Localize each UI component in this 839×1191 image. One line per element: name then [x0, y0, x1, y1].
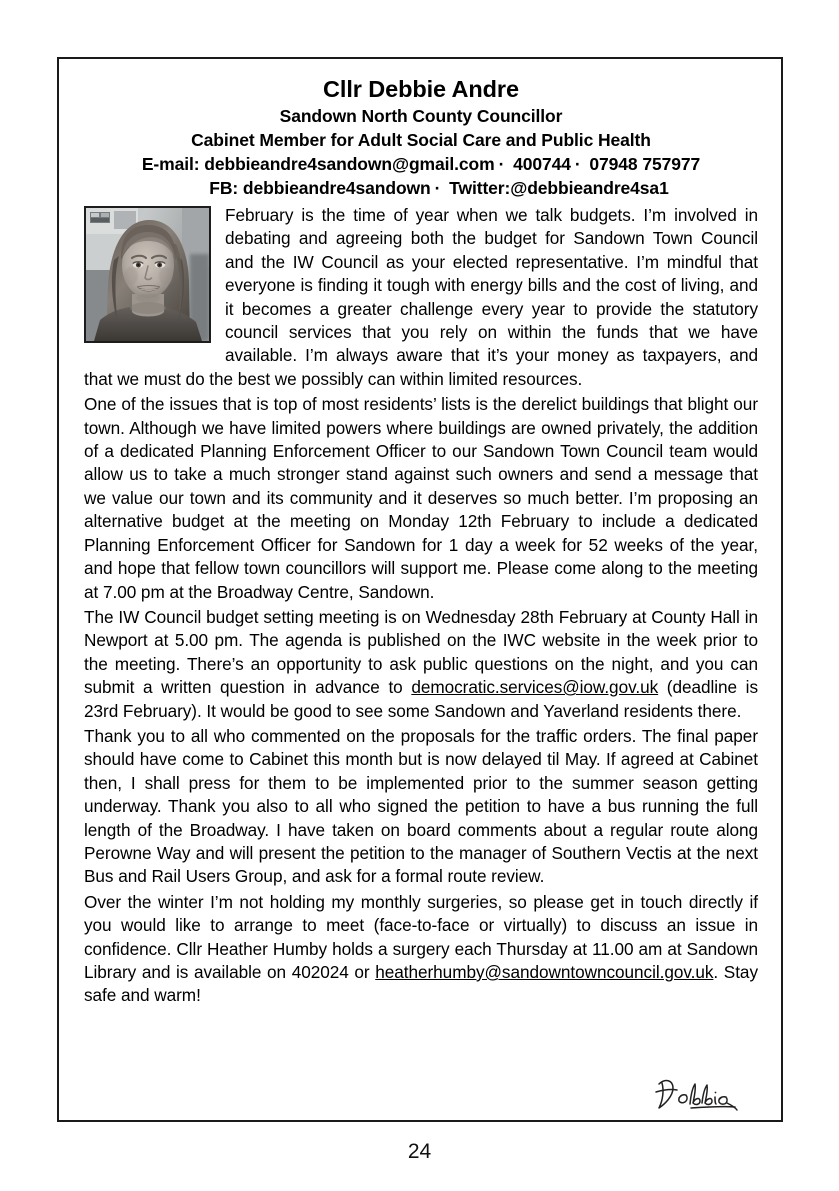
email-address[interactable]: debbieandre4sandown@gmail.com	[204, 154, 495, 174]
paragraph-3-text-before-link: The IW Council budget setting meeting is on Wednesday 28th February at County Hall in Newport at 5.00 pm. The agenda is published on the IWC website in the week prior to the meeting. There’s an opportunity to ask public questions on the night, and you can submit a written question in advance to	[84, 606, 758, 698]
councillor-name: Cllr Debbie Andre	[323, 76, 519, 102]
email-label: E-mail:	[141, 154, 200, 174]
councillor-header	[84, 75, 758, 200]
facebook-label: FB:	[209, 178, 239, 198]
portrait-photo-image	[86, 208, 209, 341]
councillor-cabinet-role: Cabinet Member for Adult Social Care and Public Health	[191, 130, 651, 150]
paragraph-2: One of the issues that is top of most residents’ lists is the derelict buildings that blight our town. Although we have limited powers where buildings are owned privately, the addition of a dedicated Planning Enforcement Officer to our Sandown Town Council team would allow us to take a much stronger stand against such owners and send a message that we value our town and its community and it deserves so much better. I’m proposing an alternative budget at the meeting on Monday 12th February to include a dedicated Planning Enforcement Officer for Sandown for 1 day a week for 52 weeks of the year, and hope that fellow town councillors will support me. Please come along to the meeting at 7.00 pm at the Broadway Centre, Sandown.	[84, 394, 758, 602]
heather-humby-email-link[interactable]: heatherhumby@sandowntowncouncil.gov.uk	[375, 962, 714, 982]
separator-dot: ·	[434, 178, 441, 198]
twitter-handle[interactable]: @debbieandre4sa1	[510, 178, 669, 198]
paragraph-3	[84, 606, 758, 723]
handwritten-signature	[651, 1074, 759, 1118]
facebook-handle[interactable]: debbieandre4sandown	[242, 178, 431, 198]
article-border-box	[57, 57, 783, 1122]
paragraph-5-text-before-link: Over the winter I’m not holding my monthly surgeries, so please get in touch directly if you would like to arrange to meet (face-to-face or virtually) to discuss an issue in confidence. Cllr Heather Humby holds a surgery each Thursday at 11.00 am at Sandown Library and is available on 402024 or	[84, 891, 758, 982]
paragraph-3-text-after-link: (deadline is 23rd February). It would be good to see some Sandown and Yaverland residents there.	[84, 677, 758, 721]
contact-line-social	[84, 176, 758, 200]
phone-mobile[interactable]: 07948 757977	[589, 154, 701, 174]
councillor-photo	[84, 206, 211, 343]
contact-line-email-phone	[84, 152, 758, 176]
paragraph-4: Thank you to all who commented on the proposals for the traffic orders. The final paper should have come to Cabinet this month but is now delayed til May. If agreed at Cabinet then, I shall press for them to be implemented prior to the summer season getting underway. Thank you also to all who signed the petition to have a bus running the full length of the Broadway. I have taken on board comments about a regular route along Perowne Way and will present the petition to the manager of Southern Vectis at the next Bus and Rail Users Group, and ask for a formal route review.	[84, 725, 758, 887]
signature-debbie-icon	[651, 1074, 759, 1118]
twitter-label: Twitter:	[449, 178, 511, 198]
page-number: 24	[407, 1140, 432, 1163]
separator-dot: ·	[574, 154, 581, 174]
article-content	[84, 69, 758, 1111]
paragraph-5-text-after-link: . Stay safe and warm!	[84, 962, 758, 1006]
phone-landline[interactable]: 400744	[513, 154, 571, 174]
separator-dot: ·	[498, 154, 505, 174]
paragraph-5	[84, 891, 758, 1008]
democratic-services-email-link[interactable]: democratic.services@iow.gov.uk	[411, 677, 659, 698]
councillor-role: Sandown North County Councillor	[279, 106, 563, 126]
paragraph-1: February is the time of year when we talk budgets. I’m involved in debating and agreeing both the budget for Sandown Town Council and the IW Council as your elected representative. I’m mindful that everyone is finding it tough with energy bills and the cost of living, and it becomes a greater challenge every year to provide the statutory council services that you rely on within the funds that we have available. I’m always aware that it’s your money as taxpayers, and that we must do the best we possibly can within limited resources.	[84, 205, 758, 389]
